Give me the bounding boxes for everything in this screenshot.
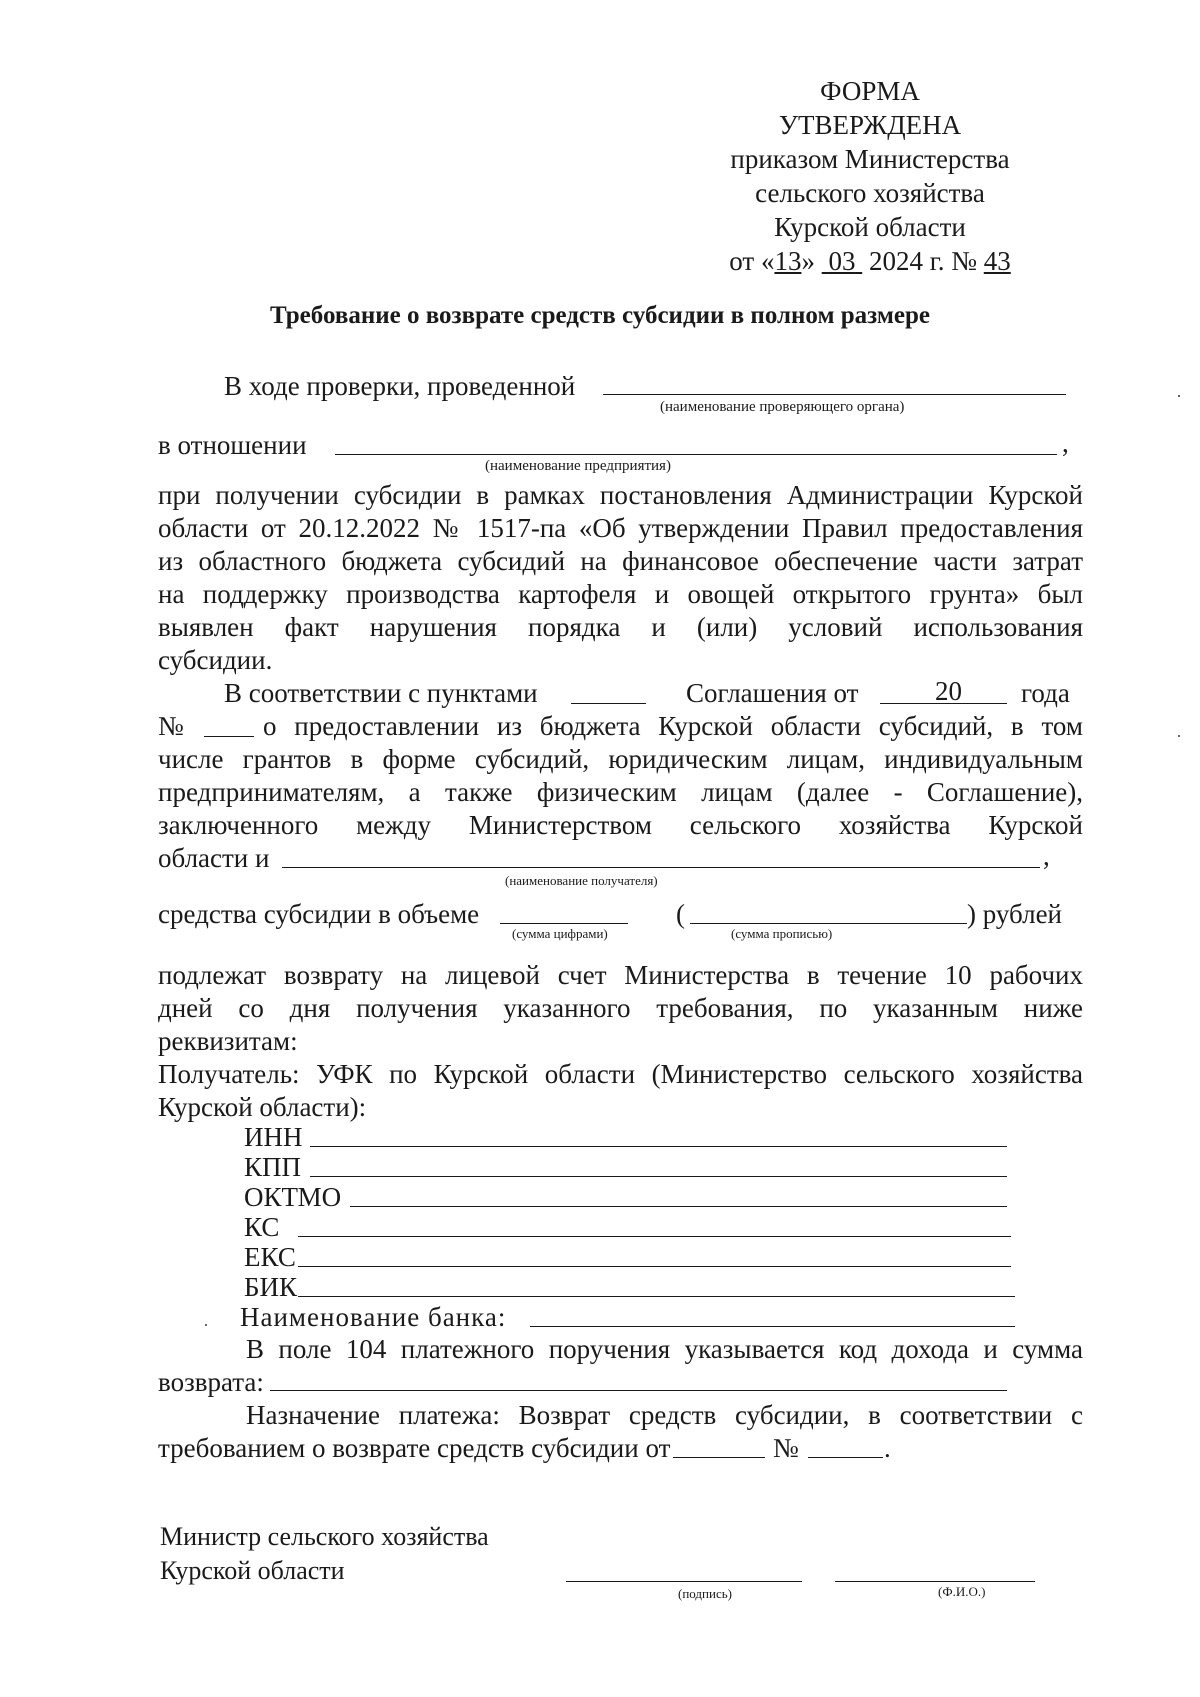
regarding-comma: , xyxy=(1062,428,1069,458)
recipient-comma: , xyxy=(1043,841,1050,871)
check-intro: В ходе проверки, проведенной xyxy=(224,371,576,401)
agreement-year-label: года xyxy=(1021,678,1070,708)
agreement-year: 20 xyxy=(935,676,962,706)
refund-line-5: Курской области): xyxy=(158,1092,367,1122)
recipient-blank xyxy=(282,867,1040,868)
minister-title-line-2: Курской области xyxy=(160,1556,345,1585)
field104-line-2: возврата: xyxy=(158,1367,264,1397)
agreement-number-blank xyxy=(204,736,254,737)
purpose-date-blank xyxy=(673,1457,765,1458)
scan-speck xyxy=(205,1324,207,1326)
order-year: 2024 г. № xyxy=(868,246,977,276)
amount-prefix: средства субсидии в объеме xyxy=(158,899,480,929)
check-org-blank xyxy=(603,394,1066,395)
inn-blank xyxy=(310,1146,1007,1147)
refund-line-1: подлежат возврату на лицевой счет Министерства в течение 10 рабочих xyxy=(158,960,1083,990)
field104-blank xyxy=(270,1390,1007,1391)
signature-caption: (подпись) xyxy=(678,1586,732,1601)
amount-digits-caption: (сумма цифрами) xyxy=(512,926,608,941)
amount-digits-blank xyxy=(500,923,628,924)
bank-blank xyxy=(530,1326,1015,1327)
regarding-label: в отношении xyxy=(158,430,307,460)
signature-blank xyxy=(566,1581,802,1582)
kpp-blank xyxy=(310,1176,1007,1177)
order-month: 03 xyxy=(828,246,856,276)
purpose-line-2: требованием о возврате средств субсидии от xyxy=(158,1433,671,1463)
date-prefix: от « xyxy=(729,246,775,276)
agreement-points-label: В соответствии с пунктами xyxy=(224,678,538,708)
purpose-number-blank xyxy=(808,1457,883,1458)
order-day: 13 xyxy=(774,246,802,276)
bank-label: Наименование банка: xyxy=(240,1302,507,1332)
scan-speck xyxy=(1178,395,1180,397)
paragraph1-line: области от 20.12.2022 № 1517-па «Об утверждении Правил предоставления xyxy=(158,513,1083,543)
eks-label: ЕКС xyxy=(244,1242,296,1272)
paragraph1-line: при получении субсидии в рамках постановления Администрации Курской xyxy=(158,480,1083,510)
ks-label: КС xyxy=(244,1212,280,1242)
paragraph1-line: выявлен факт нарушения порядка и (или) условий использования xyxy=(158,612,1083,642)
bik-label: БИК xyxy=(244,1272,298,1302)
agreement-line-3: числе грантов в форме субсидий, юридическим лицам, индивидуальным xyxy=(158,744,1083,774)
order-line-1: приказом Министерства xyxy=(730,144,1010,174)
form-label: ФОРМА xyxy=(820,76,920,106)
kpp-label: КПП xyxy=(244,1152,302,1182)
minister-title-line-1: Министр сельского хозяйства xyxy=(160,1522,489,1551)
oktmo-blank xyxy=(350,1206,1007,1207)
approved-label: УТВЕРЖДЕНА xyxy=(778,110,962,140)
amount-open-paren: ( xyxy=(676,899,685,929)
refund-line-3: реквизитам: xyxy=(158,1026,298,1056)
order-line-3: Курской области xyxy=(774,212,966,242)
purpose-period: . xyxy=(884,1433,891,1463)
scan-speck xyxy=(1178,735,1180,737)
bik-blank xyxy=(298,1296,1015,1297)
order-number: 43 xyxy=(983,246,1011,276)
order-date-line xyxy=(690,246,1050,277)
agreement-line-4: предпринимателям, а также физическим лицам (далее - Соглашение), xyxy=(158,777,1083,807)
date-mid: » xyxy=(801,246,815,276)
agreement-line-6: области и xyxy=(158,843,270,873)
eks-blank xyxy=(298,1266,1011,1267)
paragraph1-line: на поддержку производства картофеля и овощей открытого грунта» был xyxy=(158,579,1083,609)
paragraph1-last: субсидии. xyxy=(158,645,273,675)
enterprise-blank xyxy=(335,454,1057,455)
enterprise-caption: (наименование предприятия) xyxy=(485,458,671,474)
recipient-caption: (наименование получателя) xyxy=(505,873,658,888)
refund-line-4: Получатель: УФК по Курской области (Министерство сельского хозяйства xyxy=(158,1059,1083,1089)
full-name-blank xyxy=(835,1581,1035,1582)
agreement-number-sign: № xyxy=(158,711,184,741)
inn-label: ИНН xyxy=(244,1122,303,1152)
ks-blank xyxy=(298,1236,1011,1237)
amount-words-caption: (сумма прописью) xyxy=(731,926,833,941)
field104-line-1: В поле 104 платежного поручения указывается код дохода и сумма xyxy=(246,1334,1083,1364)
refund-line-2: дней со дня получения указанного требования, по указанным ниже xyxy=(158,993,1083,1023)
agreement-line-2: о предоставлении из бюджета Курской области субсидий, в том xyxy=(263,711,1083,741)
agreement-line-5: заключенного между Министерством сельского хозяйства Курской xyxy=(158,810,1083,840)
amount-words-blank xyxy=(690,923,967,924)
oktmo-label: ОКТМО xyxy=(244,1182,342,1212)
purpose-line-1: Назначение платежа: Возврат средств субсидии, в соответствии с xyxy=(246,1400,1083,1430)
full-name-caption: (Ф.И.О.) xyxy=(938,1584,986,1599)
purpose-number-sign: № xyxy=(773,1433,799,1463)
amount-close: ) рублей xyxy=(967,899,1063,929)
document-title: Требование о возврате средств субсидии в полном размере xyxy=(270,302,930,329)
check-org-caption: (наименование проверяющего органа) xyxy=(660,399,905,415)
agreement-points-blank xyxy=(571,703,646,704)
paragraph1-line: из областного бюджета субсидий на финансовое обеспечение части затрат xyxy=(158,546,1083,576)
agreement-date-label: Соглашения от xyxy=(686,678,859,708)
order-line-2: сельского хозяйства xyxy=(755,178,985,208)
